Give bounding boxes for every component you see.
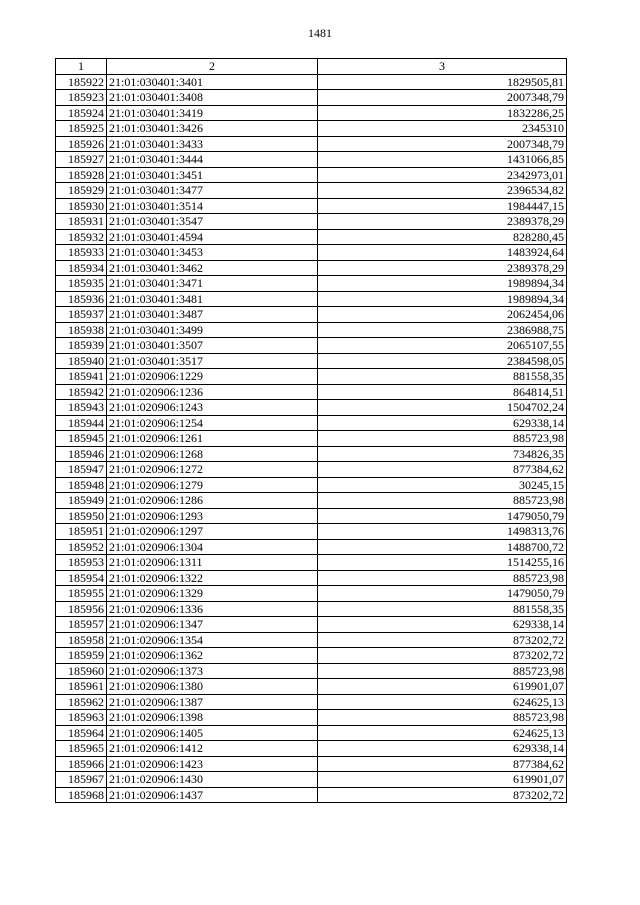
cadastral-number-cell: 21:01:020906:1430 [107, 772, 318, 788]
value-cell: 1514255,16 [318, 555, 567, 571]
value-cell: 864814,51 [318, 384, 567, 400]
row-number-cell: 185934 [56, 260, 107, 276]
value-cell: 629338,14 [318, 617, 567, 633]
cadastral-number-cell: 21:01:020906:1243 [107, 400, 318, 416]
table-body [56, 74, 567, 803]
table-row [56, 415, 567, 431]
row-number-cell: 185945 [56, 431, 107, 447]
row-number-cell: 185948 [56, 477, 107, 493]
value-cell: 877384,62 [318, 756, 567, 772]
value-cell: 1479050,79 [318, 586, 567, 602]
table-row [56, 462, 567, 478]
row-number-cell: 185956 [56, 601, 107, 617]
row-number-cell: 185930 [56, 198, 107, 214]
row-number-cell: 185959 [56, 648, 107, 664]
row-number-cell: 185946 [56, 446, 107, 462]
table-row [56, 384, 567, 400]
value-cell: 629338,14 [318, 415, 567, 431]
row-number-cell: 185928 [56, 167, 107, 183]
value-cell: 2062454,06 [318, 307, 567, 323]
cadastral-number-cell: 21:01:030401:3507 [107, 338, 318, 354]
cadastral-number-cell: 21:01:020906:1336 [107, 601, 318, 617]
cadastral-number-cell: 21:01:020906:1398 [107, 710, 318, 726]
cadastral-number-cell: 21:01:020906:1362 [107, 648, 318, 664]
table-row [56, 121, 567, 137]
value-cell: 1829505,81 [318, 74, 567, 90]
cadastral-number-cell: 21:01:020906:1412 [107, 741, 318, 757]
row-number-cell: 185926 [56, 136, 107, 152]
cadastral-number-cell: 21:01:030401:3481 [107, 291, 318, 307]
cadastral-number-cell: 21:01:020906:1354 [107, 632, 318, 648]
value-cell: 2386988,75 [318, 322, 567, 338]
cadastral-number-cell: 21:01:030401:3451 [107, 167, 318, 183]
value-cell: 2389378,29 [318, 214, 567, 230]
table-row [56, 555, 567, 571]
table-row [56, 152, 567, 168]
cadastral-number-cell: 21:01:030401:3471 [107, 276, 318, 292]
table-row [56, 586, 567, 602]
table-row [56, 198, 567, 214]
cadastral-number-cell: 21:01:030401:3514 [107, 198, 318, 214]
row-number-cell: 185936 [56, 291, 107, 307]
value-cell: 2389378,29 [318, 260, 567, 276]
table-row [56, 493, 567, 509]
value-cell: 885723,98 [318, 493, 567, 509]
value-cell: 873202,72 [318, 787, 567, 803]
cadastral-number-cell: 21:01:030401:3462 [107, 260, 318, 276]
row-number-cell: 185933 [56, 245, 107, 261]
table-row [56, 617, 567, 633]
cadastral-number-cell: 21:01:030401:3401 [107, 74, 318, 90]
value-cell: 619901,07 [318, 772, 567, 788]
row-number-cell: 185937 [56, 307, 107, 323]
value-cell: 1989894,34 [318, 291, 567, 307]
table-row [56, 710, 567, 726]
value-cell: 30245,15 [318, 477, 567, 493]
table-row [56, 353, 567, 369]
table-row [56, 214, 567, 230]
table-header-row [56, 59, 567, 75]
column-header-1: 1 [56, 59, 107, 75]
table-row [56, 601, 567, 617]
value-cell: 2007348,79 [318, 90, 567, 106]
table-row [56, 539, 567, 555]
value-cell: 629338,14 [318, 741, 567, 757]
row-number-cell: 185932 [56, 229, 107, 245]
value-cell: 1479050,79 [318, 508, 567, 524]
value-cell: 619901,07 [318, 679, 567, 695]
row-number-cell: 185951 [56, 524, 107, 540]
table-row [56, 183, 567, 199]
value-cell: 885723,98 [318, 570, 567, 586]
row-number-cell: 185941 [56, 369, 107, 385]
cadastral-number-cell: 21:01:030401:3477 [107, 183, 318, 199]
row-number-cell: 185966 [56, 756, 107, 772]
cadastral-number-cell: 21:01:030401:3517 [107, 353, 318, 369]
row-number-cell: 185944 [56, 415, 107, 431]
table-row [56, 570, 567, 586]
row-number-cell: 185940 [56, 353, 107, 369]
row-number-cell: 185967 [56, 772, 107, 788]
table-row [56, 772, 567, 788]
value-cell: 1504702,24 [318, 400, 567, 416]
value-cell: 2384598,05 [318, 353, 567, 369]
row-number-cell: 185949 [56, 493, 107, 509]
cadastral-number-cell: 21:01:020906:1261 [107, 431, 318, 447]
value-cell: 881558,35 [318, 601, 567, 617]
row-number-cell: 185931 [56, 214, 107, 230]
value-cell: 828280,45 [318, 229, 567, 245]
table-row [56, 291, 567, 307]
row-number-cell: 185955 [56, 586, 107, 602]
row-number-cell: 185950 [56, 508, 107, 524]
cadastral-number-cell: 21:01:020906:1286 [107, 493, 318, 509]
table-row [56, 307, 567, 323]
table-row [56, 632, 567, 648]
table-row [56, 725, 567, 741]
table-row [56, 74, 567, 90]
cadastral-number-cell: 21:01:020906:1311 [107, 555, 318, 571]
table-row [56, 663, 567, 679]
value-cell: 1488700,72 [318, 539, 567, 555]
table-row [56, 260, 567, 276]
cadastral-number-cell: 21:01:020906:1293 [107, 508, 318, 524]
table-row [56, 90, 567, 106]
table-row [56, 477, 567, 493]
table-row [56, 136, 567, 152]
table-row [56, 338, 567, 354]
cadastral-number-cell: 21:01:020906:1347 [107, 617, 318, 633]
cadastral-number-cell: 21:01:030401:3547 [107, 214, 318, 230]
table-row [56, 229, 567, 245]
page-number: 1481 [308, 26, 332, 40]
row-number-cell: 185943 [56, 400, 107, 416]
row-number-cell: 185942 [56, 384, 107, 400]
value-cell: 1989894,34 [318, 276, 567, 292]
row-number-cell: 185964 [56, 725, 107, 741]
cadastral-number-cell: 21:01:030401:3433 [107, 136, 318, 152]
table-row [56, 276, 567, 292]
cadastral-number-cell: 21:01:020906:1297 [107, 524, 318, 540]
cadastral-number-cell: 21:01:020906:1437 [107, 787, 318, 803]
row-number-cell: 185957 [56, 617, 107, 633]
cadastral-number-cell: 21:01:020906:1373 [107, 663, 318, 679]
cadastral-number-cell: 21:01:030401:3487 [107, 307, 318, 323]
table-row [56, 648, 567, 664]
cadastral-number-cell: 21:01:020906:1229 [107, 369, 318, 385]
cadastral-number-cell: 21:01:030401:3419 [107, 105, 318, 121]
cadastral-number-cell: 21:01:020906:1236 [107, 384, 318, 400]
value-cell: 1984447,15 [318, 198, 567, 214]
row-number-cell: 185953 [56, 555, 107, 571]
value-cell: 2007348,79 [318, 136, 567, 152]
row-number-cell: 185924 [56, 105, 107, 121]
value-cell: 881558,35 [318, 369, 567, 385]
value-cell: 2396534,82 [318, 183, 567, 199]
value-cell: 1483924,64 [318, 245, 567, 261]
cadastral-number-cell: 21:01:020906:1268 [107, 446, 318, 462]
value-cell: 873202,72 [318, 632, 567, 648]
row-number-cell: 185958 [56, 632, 107, 648]
row-number-cell: 185961 [56, 679, 107, 695]
row-number-cell: 185954 [56, 570, 107, 586]
row-number-cell: 185952 [56, 539, 107, 555]
cadastral-number-cell: 21:01:020906:1272 [107, 462, 318, 478]
table-row [56, 167, 567, 183]
cadastral-number-cell: 21:01:020906:1329 [107, 586, 318, 602]
row-number-cell: 185925 [56, 121, 107, 137]
table-row [56, 105, 567, 121]
row-number-cell: 185938 [56, 322, 107, 338]
value-cell: 885723,98 [318, 663, 567, 679]
row-number-cell: 185923 [56, 90, 107, 106]
table-row [56, 431, 567, 447]
row-number-cell: 185963 [56, 710, 107, 726]
table-row [56, 245, 567, 261]
value-cell: 885723,98 [318, 431, 567, 447]
cadastral-number-cell: 21:01:030401:4594 [107, 229, 318, 245]
table-row [56, 679, 567, 695]
row-number-cell: 185947 [56, 462, 107, 478]
cadastral-number-cell: 21:01:020906:1304 [107, 539, 318, 555]
value-cell: 1498313,76 [318, 524, 567, 540]
row-number-cell: 185965 [56, 741, 107, 757]
data-table [55, 58, 567, 803]
cadastral-number-cell: 21:01:020906:1254 [107, 415, 318, 431]
value-cell: 734826,35 [318, 446, 567, 462]
table-row [56, 756, 567, 772]
cadastral-number-cell: 21:01:020906:1279 [107, 477, 318, 493]
table-row [56, 400, 567, 416]
row-number-cell: 185935 [56, 276, 107, 292]
table-row [56, 322, 567, 338]
cadastral-number-cell: 21:01:030401:3499 [107, 322, 318, 338]
value-cell: 873202,72 [318, 648, 567, 664]
value-cell: 624625,13 [318, 725, 567, 741]
row-number-cell: 185922 [56, 74, 107, 90]
value-cell: 2342973,01 [318, 167, 567, 183]
table-row [56, 524, 567, 540]
value-cell: 2345310 [318, 121, 567, 137]
value-cell: 624625,13 [318, 694, 567, 710]
cadastral-number-cell: 21:01:030401:3444 [107, 152, 318, 168]
value-cell: 1832286,25 [318, 105, 567, 121]
table-row [56, 369, 567, 385]
row-number-cell: 185968 [56, 787, 107, 803]
cadastral-number-cell: 21:01:030401:3408 [107, 90, 318, 106]
column-header-2: 2 [107, 59, 318, 75]
cadastral-number-cell: 21:01:020906:1380 [107, 679, 318, 695]
cadastral-number-cell: 21:01:030401:3453 [107, 245, 318, 261]
cadastral-number-cell: 21:01:020906:1423 [107, 756, 318, 772]
cadastral-number-cell: 21:01:030401:3426 [107, 121, 318, 137]
value-cell: 2065107,55 [318, 338, 567, 354]
value-cell: 885723,98 [318, 710, 567, 726]
row-number-cell: 185939 [56, 338, 107, 354]
row-number-cell: 185929 [56, 183, 107, 199]
row-number-cell: 185962 [56, 694, 107, 710]
row-number-cell: 185960 [56, 663, 107, 679]
column-header-3: 3 [318, 59, 567, 75]
value-cell: 1431066,85 [318, 152, 567, 168]
table-row [56, 694, 567, 710]
table-row [56, 741, 567, 757]
cadastral-number-cell: 21:01:020906:1322 [107, 570, 318, 586]
cadastral-number-cell: 21:01:020906:1387 [107, 694, 318, 710]
table-row [56, 446, 567, 462]
cadastral-number-cell: 21:01:020906:1405 [107, 725, 318, 741]
value-cell: 877384,62 [318, 462, 567, 478]
table-row [56, 508, 567, 524]
row-number-cell: 185927 [56, 152, 107, 168]
table-row [56, 787, 567, 803]
